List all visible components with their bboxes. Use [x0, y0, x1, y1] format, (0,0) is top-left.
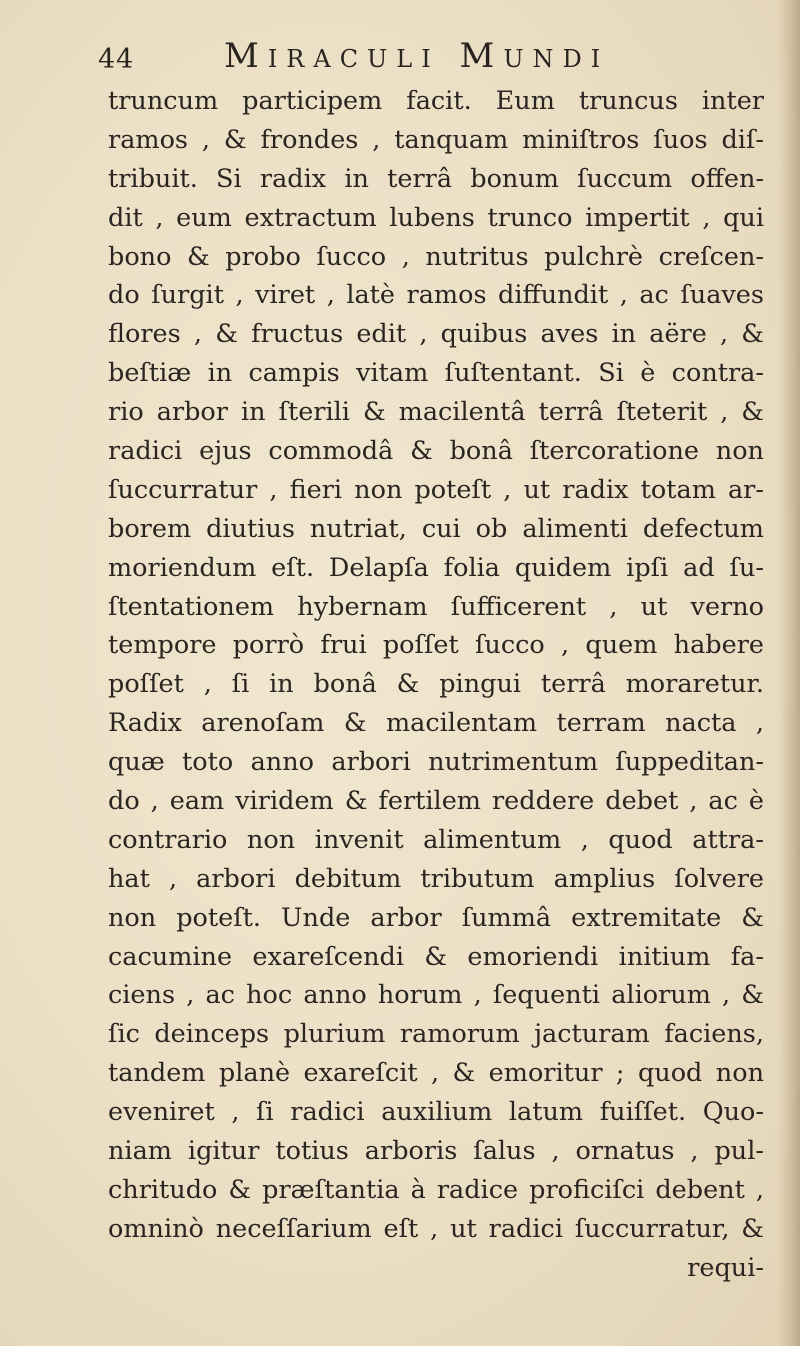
text-line: moriendum eſt. Delapſa folia quidem ipſi ad ſu- [108, 552, 764, 583]
text-line: hat , arbori debitum tributum amplius ſolvere [108, 863, 764, 894]
text-line: do , eam viridem & fertilem reddere debet , ac è [108, 786, 764, 817]
text-line: radici ejus commodâ & bonâ ſtercoratione non [108, 436, 764, 467]
page-edge-shadow [778, 0, 800, 1346]
text-line: borem diutius nutriat, cui ob alimenti defectum [108, 513, 764, 544]
catchword: requi- [687, 1252, 764, 1283]
text-line: ſic deinceps plurium ramorum jacturam faciens, [108, 1019, 764, 1050]
text-line: do ſurgit , viret , latè ramos diffundit , ac ſuaves [108, 280, 764, 311]
text-line: tandem planè exareſcit , & emoritur ; quod non [108, 1058, 764, 1089]
text-line: ramos , & frondes , tanquam miniſtros ſuos diſ- [108, 124, 764, 155]
text-line: cacumine exareſcendi & emoriendi initium fa- [108, 941, 764, 972]
text-line: chritudo & præſtantia à radice proficiſci debent , [108, 1174, 764, 1205]
text-line: ciens , ac hoc anno horum , ſequenti aliorum , & [108, 980, 764, 1011]
text-line: Radix arenoſam & macilentam terram nacta , [108, 708, 764, 739]
text-line: omninò neceſſarium eſt , ut radici ſuccurratur, & [108, 1213, 764, 1244]
text-line: niam igitur totius arboris ſalus , ornatus , pul- [108, 1136, 764, 1167]
text-line: non poteſt. Unde arbor ſummâ extremitate & [108, 902, 764, 933]
text-line: dit , eum extractum lubens trunco impertit , qui [108, 202, 764, 233]
text-line: quæ toto anno arbori nutrimentum ſuppeditan- [108, 747, 764, 778]
text-line: contrario non invenit alimentum , quod attra- [108, 824, 764, 855]
text-line: ſuccurratur , fieri non poteſt , ut radix totam ar- [108, 474, 764, 505]
text-line: poſſet , ſi in bonâ & pingui terrâ moraretur. [108, 669, 764, 700]
text-line: beſtiæ in campis vitam ſuſtentant. Si è contra- [108, 358, 764, 389]
text-line: truncum participem facit. Eum truncus inter [108, 86, 764, 116]
text-line: flores , & fructus edit , quibus aves in aëre , & [108, 319, 764, 350]
page-header [98, 30, 698, 80]
body-text [108, 82, 764, 1288]
page-number: 44 [98, 44, 135, 75]
text-line: ſtentationem hybernam ſufficerent , ut verno [108, 591, 764, 622]
text-line: rio arbor in ſterili & macilentâ terrâ ſteterit , & [108, 397, 764, 428]
text-line: tribuit. Si radix in terrâ bonum ſuccum offen- [108, 163, 764, 194]
text-line: eveniret , ſi radici auxilium latum fuiſſet. Quo- [108, 1097, 764, 1128]
text-line: tempore porrò frui poſſet ſucco , quem habere [108, 630, 764, 661]
running-title: Miraculi Mundi [224, 36, 610, 76]
text-line: bono & probo ſucco , nutritus pulchrè creſcen- [108, 241, 764, 272]
